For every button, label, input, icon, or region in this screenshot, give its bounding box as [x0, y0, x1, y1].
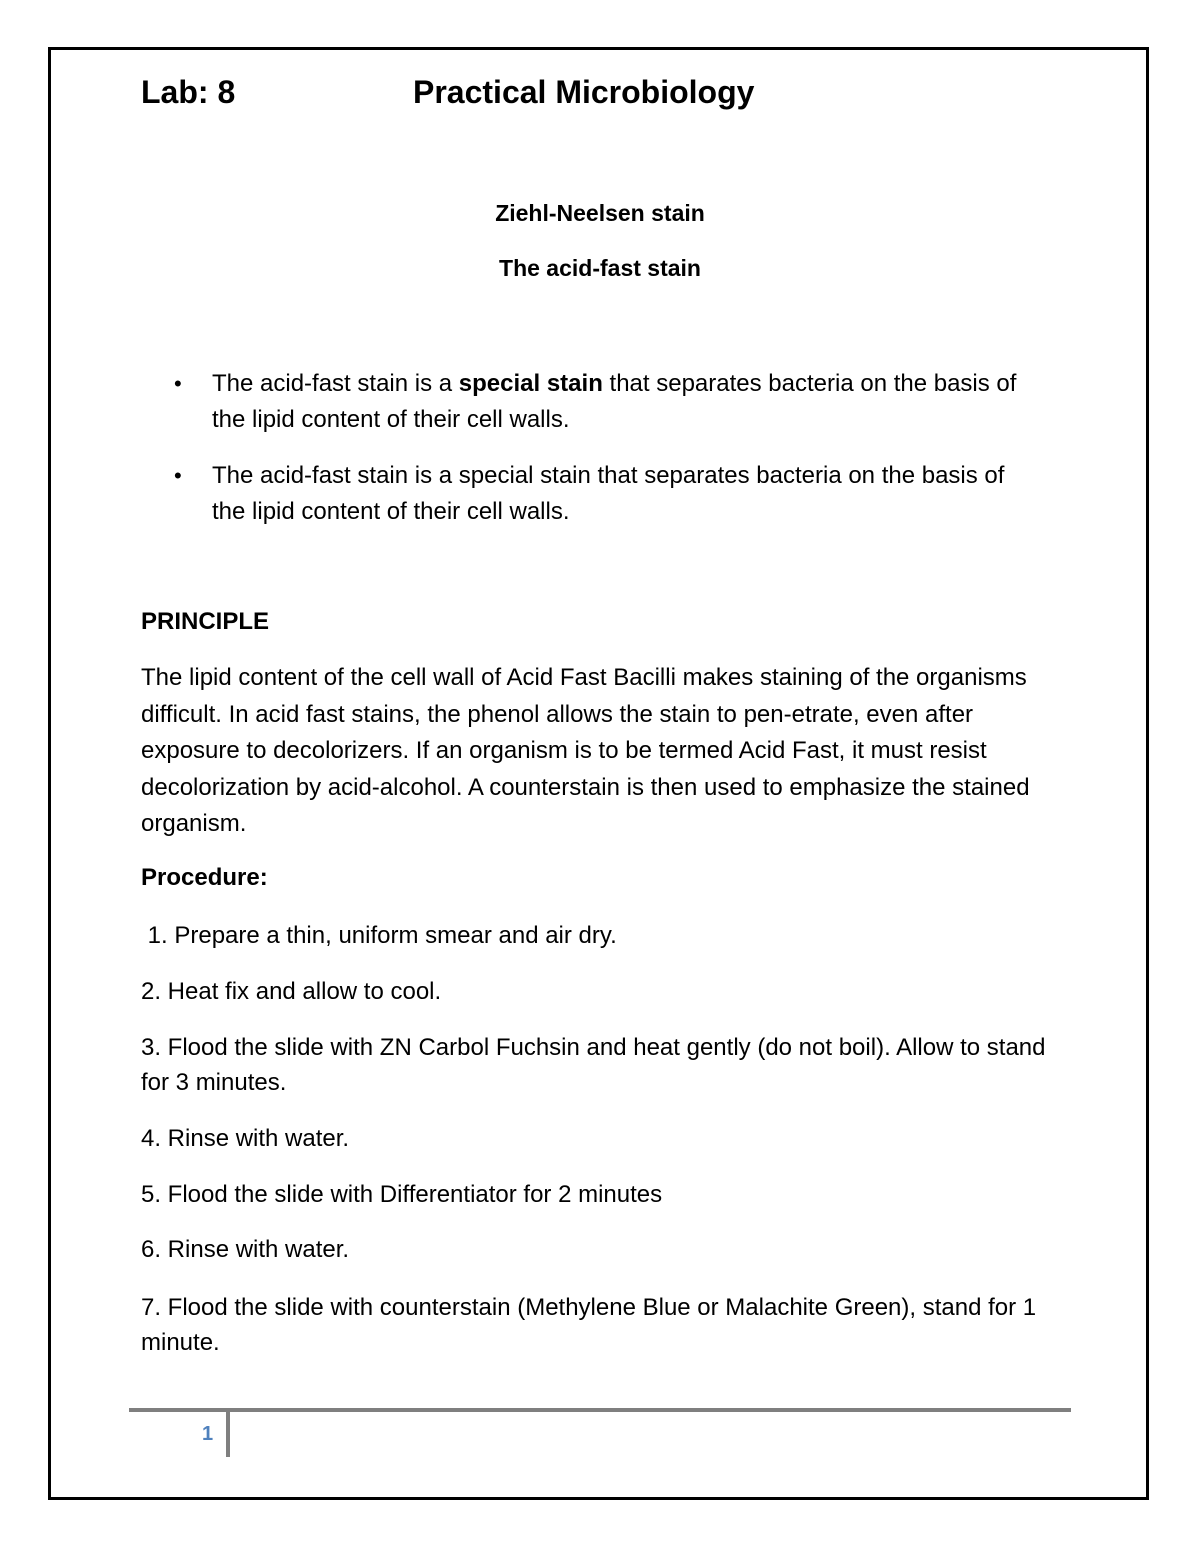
bullet-item: [141, 458, 1041, 530]
footer-divider: [226, 1412, 230, 1457]
procedure-step: 7. Flood the slide with counterstain (Methylene Blue or Malachite Green), stand for 1 minute.: [141, 1294, 1037, 1356]
principle-paragraph: The lipid content of the cell wall of Acid Fast Bacilli makes staining of the organisms difficult. In acid fast stains, the phenol allows the stain to pen-etrate, even after exposure to decolorizers. If an organism is to be termed Acid Fast, it must resist decolorization by acid-alcohol. A counterstain is then used to emphasize the stained organism.: [141, 664, 1030, 837]
stain-subtitle: The acid-fast stain: [499, 255, 701, 281]
principle-heading: PRINCIPLE: [141, 608, 270, 635]
procedure-step: 3. Flood the slide with ZN Carbol Fuchsin and heat gently (do not boil). Allow to stand for 3 minutes.: [141, 1034, 1046, 1096]
lab-number: Lab: 8: [141, 74, 236, 110]
footer-rule: [129, 1408, 1071, 1412]
bullet-text-start: The acid-fast stain is a: [212, 370, 459, 397]
procedure-step: 5. Flood the slide with Differentiator for 2 minutes: [141, 1181, 663, 1208]
procedure-step: 4. Rinse with water.: [141, 1125, 350, 1152]
bullet-dot-icon: •: [174, 371, 182, 396]
bullet-text-end: that separates bacteria on the basis of the lipid content of their cell walls.: [212, 370, 1017, 433]
procedure-step: 6. Rinse with water.: [141, 1236, 350, 1263]
page-number: 1: [202, 1423, 214, 1445]
bullet-bold-term: special stain: [458, 370, 603, 397]
bullet-text: The acid-fast stain is a special stain that separates bacteria on the basis of the lipid content of their cell walls.: [212, 462, 1005, 525]
course-title: Practical Microbiology: [413, 74, 755, 110]
procedure-heading: Procedure:: [141, 864, 268, 891]
bullet-dot-icon: •: [174, 463, 182, 488]
stain-title: Ziehl-Neelsen stain: [495, 200, 705, 226]
procedure-step: 2. Heat fix and allow to cool.: [141, 978, 442, 1005]
bullet-item: [141, 366, 1041, 438]
procedure-step: 1. Prepare a thin, uniform smear and air dry.: [141, 922, 617, 949]
bullet-list: [141, 366, 1041, 550]
